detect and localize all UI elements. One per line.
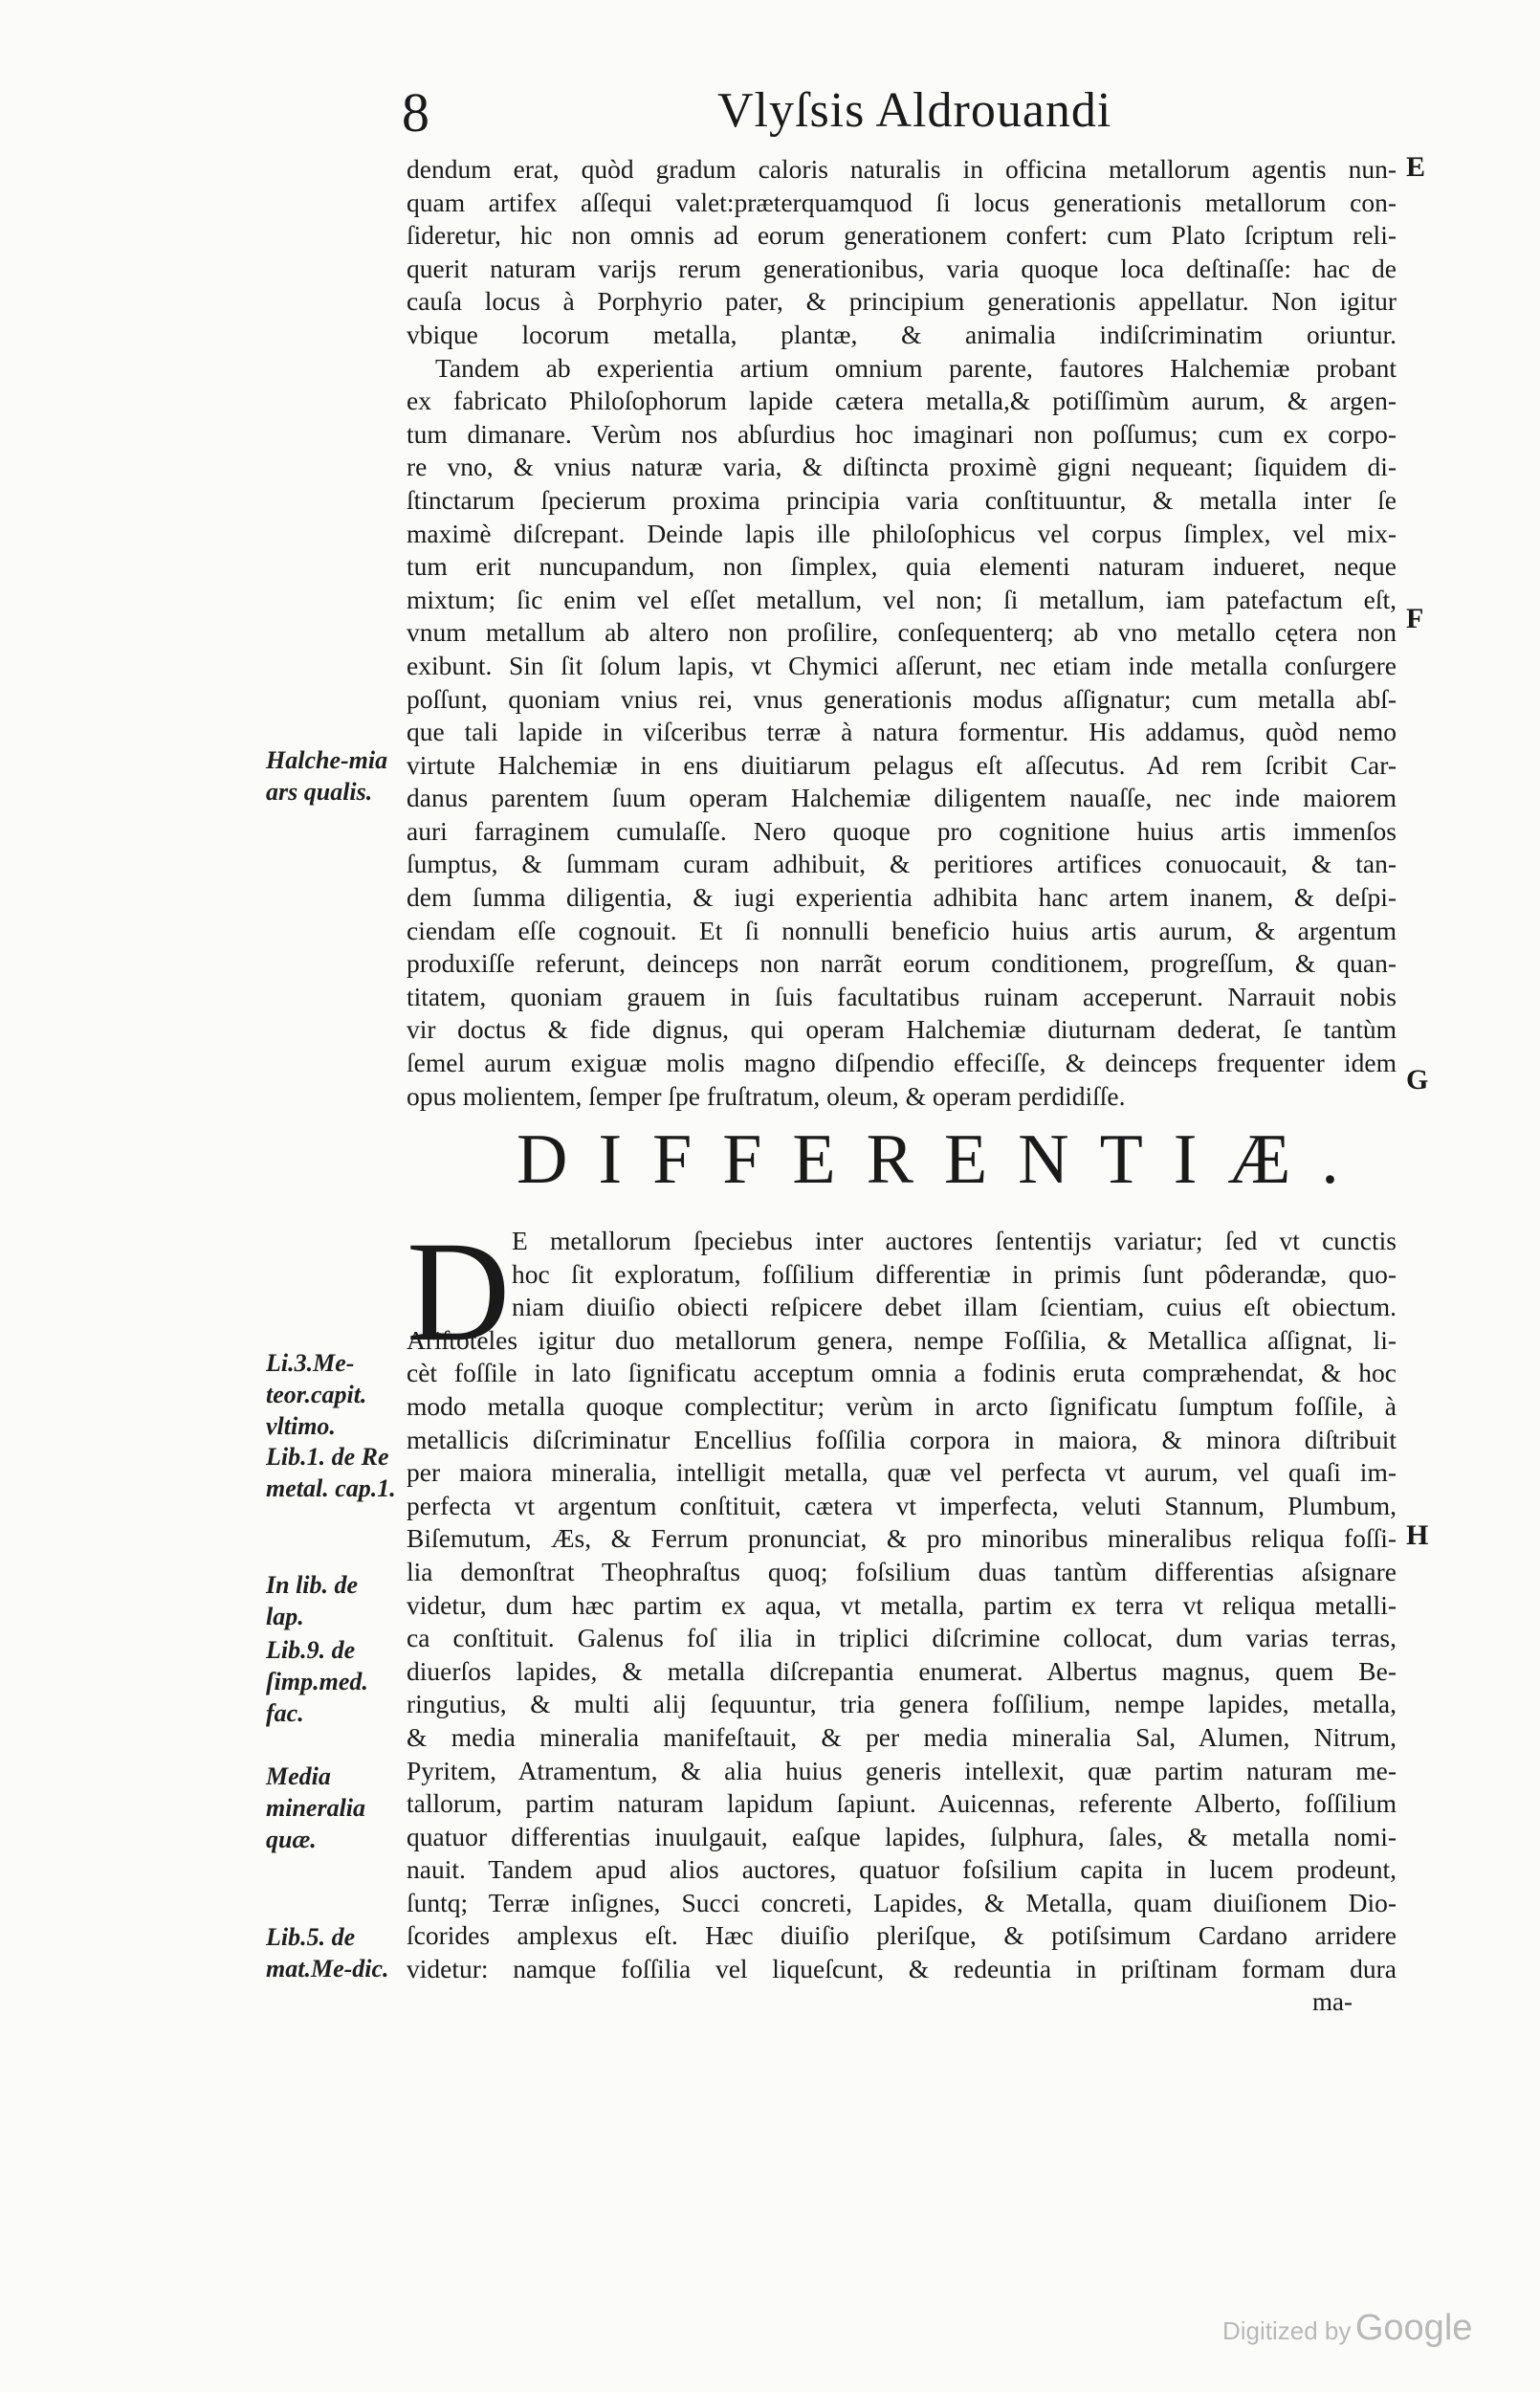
page-number: 8 xyxy=(402,81,429,144)
text-line: mixtum; ſic enim vel eſſet metallum, vel non; ſi metallum, iam patefactum eſt, xyxy=(407,584,1397,614)
text-line: auri farraginem cumulaſſe. Nero quoque pro cognitione huius artis immenſos xyxy=(407,815,1397,846)
paragraph-1 xyxy=(407,153,1397,1113)
text-line: exibunt. Sin ſit ſolum lapis, vt Chymici aſſerunt, nec etiam inde metalla conſurgere xyxy=(407,650,1397,680)
margin-letter-e: E xyxy=(1406,151,1426,183)
text-line: & media mineralia manifeſtauit, & per media mineralia Sal, Alumen, Nitrum, xyxy=(407,1721,1397,1752)
catchword: ma- xyxy=(1312,1987,1353,2016)
text-line: ringutius, & multi alij ſequuntur, tria genera foſſilium, nempe lapides, metalla, xyxy=(407,1689,1397,1719)
text-line: quatuor differentias inuulgauit, eaſque lapides, ſulphura, ſales, & metalla nomi- xyxy=(407,1821,1397,1851)
margin-note-de-lap: In lib. de lap. xyxy=(266,1571,359,1630)
text-line: dem ſumma diligentia, & iugi experientia adhibita hanc artem inanem, & deſpi- xyxy=(407,882,1397,913)
text-line: vnum metallum ab altero non proſilire, conſequenterq; ab vno metallo cętera non xyxy=(407,617,1397,648)
text-line: ſcorides amplexus eſt. Hæc diuiſio pleriſque, & potiſsimum Cardano arridere xyxy=(407,1920,1397,1951)
text-line: metallicis diſcriminatur Encellius foſſilia corpora in maiora, & minora diſtribuit xyxy=(407,1424,1397,1454)
text-line: Pyritem, Atramentum, & alia huius generis intellexit, quæ partim naturam me- xyxy=(407,1755,1397,1785)
text-line: diuerſos lapides, & metalla diſcrepantia enumerat. Albertus magnus, quem Be- xyxy=(407,1655,1397,1686)
text-line: Tandem ab experientia artium omnium parente, fautores Halchemiæ probant xyxy=(435,352,1397,383)
text-line: E metallorum ſpeciebus inter auctores ſententijs variatur; ſed vt cunctis xyxy=(512,1226,1397,1255)
text-line: ſemel aurum exiguæ molis magno diſpendio effeciſſe, & deinceps frequenter idem xyxy=(407,1048,1397,1078)
text-line: modo metalla quoque complectitur; verùm in arcto ſignificatu ſumptum foſſile, à xyxy=(407,1390,1397,1421)
text-line: nauit. Tandem apud alios auctores, quatuor foſsilium capita in lucem prodeunt, xyxy=(407,1854,1397,1885)
text-line: ſuntq; Terræ inſignes, Succi concreti, Lapides, & Metalla, quam diuiſionem Dio- xyxy=(407,1887,1397,1917)
text-line: quam artifex aſſequi valet:prӕterquamquod ſi locus generationis metallorum con- xyxy=(407,187,1397,217)
text-line: ciendam eſſe cognouit. Et ſi nonnulli beneficio huius artis aurum, & argentum xyxy=(407,915,1397,945)
margin-note-re-metal: Lib.1. de Re metal. cap.1. xyxy=(266,1443,396,1502)
text-line: tallorum, partim naturam lapidum ſapiunt. Auicennas, referente Alberto, foſſilium xyxy=(407,1788,1397,1819)
text-line: tum dimanare. Verùm nos abſurdius hoc imaginari non poſſumus; cum ex corpo- xyxy=(407,418,1397,449)
digitized-watermark xyxy=(1222,2308,1472,2349)
running-head: Vlyſsis Aldrouandi xyxy=(717,83,1112,138)
page-header xyxy=(402,80,1186,157)
text-line: produxiſſe referunt, deinceps non narrãt eorum conditionem, progreſſum, & quan- xyxy=(407,948,1397,979)
margin-note-mat-medic: Lib.5. de mat.Me-dic. xyxy=(266,1923,389,1982)
text-line: per maiora mineralia, intelligit metalla, quæ vel perfecta vt aurum, vel quaſi im- xyxy=(407,1457,1397,1488)
text-line: videtur, dum hæc partim ex aqua, vt metalla, partim ex terra vt reliqua metalli- xyxy=(407,1589,1397,1620)
text-line: Biſemutum, Æs, & Ferrum pronunciat, & pro minoribus mineralibus reliqua foſſi- xyxy=(407,1523,1397,1554)
margin-note-media-mineralia: Media mineralia quæ. xyxy=(266,1762,366,1853)
margin-letter-f: F xyxy=(1406,603,1424,634)
text-line: querit naturam varijs rerum generationibus, varia quoque loca deſtinaſſe: hac de xyxy=(407,253,1397,283)
margin-note-simp-med: Lib.9. de ſimp.med. fac. xyxy=(266,1636,368,1727)
text-line: perfecta vt argentum conſtituit, cætera vt imperfecta, veluti Stannum, Plumbum, xyxy=(407,1490,1397,1520)
drop-cap: D xyxy=(407,1212,511,1371)
margin-letter-g: G xyxy=(1406,1064,1429,1096)
text-line: opus molientem, ſemper ſpe fruſtratum, oleum, & operam perdidiſſe. xyxy=(407,1080,1126,1111)
text-line: maximè diſcrepant. Deinde lapis ille philoſophicus vel corpus ſimplex, vel mix- xyxy=(407,518,1397,548)
text-line: hoc ſit exploratum, foſſilium differentiæ in primis ſunt pôderandæ, quo- xyxy=(512,1258,1397,1289)
text-line: ſumptus, & ſummam curam adhibuit, & peritiores artifices conuocauit, & tan- xyxy=(407,849,1397,879)
text-line: ſtinctarum ſpecierum proxima principia varia conſtituuntur, & metalla inter ſe xyxy=(407,484,1397,515)
text-line: cauſa locus à Porphyrio pater, & principium generationis appellatur. Non igitur xyxy=(407,286,1397,317)
text-line: ſideretur, hic non omnis ad eorum generationem confert: cum Plato ſcriptum reli- xyxy=(407,220,1397,251)
text-line: poſſunt, quoniam vnius rei, vnus generationis modus aſſignatur; cum metalla abſ- xyxy=(407,683,1397,714)
text-line: Ariſtoteles igitur duo metallorum genera, nempe Foſſilia, & Metallica aſſignat, li- xyxy=(407,1324,1397,1355)
margin-letter-h: H xyxy=(1406,1519,1429,1551)
text-line: dendum erat, quòd gradum caloris naturalis in officina metallorum agentis nun- xyxy=(407,154,1397,184)
text-line: vbique locorum metalla, plantæ, & animalia indiſcriminatim oriuntur. xyxy=(407,319,1397,349)
margin-note-halchemia: Halche-mia ars qualis. xyxy=(266,746,388,806)
text-line: titatem, quoniam grauem in ſuis facultatibus ruinam acceperunt. Narrauit nobis xyxy=(407,981,1397,1011)
paragraph-2 xyxy=(407,1212,1397,1986)
text-line: videtur: namque foſſilia vel liqueſcunt, & redeuntia in priſtinam formam dura xyxy=(407,1954,1397,1984)
text-line: cèt foſſile in lato ſignificatu acceptum omnia a fodinis eruta compræhendat, & hoc xyxy=(407,1358,1397,1388)
margin-note-meteor: Li.3.Me-teor.capit. vltimo. xyxy=(266,1349,367,1440)
text-line: re vno, & vnius naturæ varia, & diſtincta proximè gigni nequeant; ſiquidem di- xyxy=(407,452,1397,482)
text-line: virtute Halchemiæ in ens diuitiarum pelagus eſt aſſecutus. Ad rem ſcribit Car- xyxy=(407,749,1397,780)
google-logo: Google xyxy=(1354,2308,1473,2348)
text-line: vir doctus & fide dignus, qui operam Halchemiæ diuturnam dederat, ſe tantùm xyxy=(407,1014,1397,1045)
text-line: ca conſtituit. Galenus foſ ilia in triplici diſcrimine collocat, dum varias terras, xyxy=(407,1623,1397,1653)
text-line: niam diuiſio obiecti reſpicere debet illam ſcientiam, cuius eſt obiectum. xyxy=(512,1292,1397,1322)
text-line: tum erit nuncupandum, non ſimplex, quia elementi naturam indueret, neque xyxy=(407,551,1397,582)
watermark-prefix: Digitized by xyxy=(1222,2316,1352,2345)
text-line: que tali lapide in viſceribus terræ à natura formentur. His addamus, quòd nemo xyxy=(407,717,1397,747)
text-line: ex fabricato Philoſophorum lapide cætera metalla,& potiſſimùm aurum, & argen- xyxy=(407,386,1397,416)
text-line: lia demonſtrat Theophraſtus quoq; foſsilium duas tantùm differentias aſsignare xyxy=(407,1556,1397,1586)
text-line: danus parentem ſuum operam Halchemiæ diligentem nauaſſe, nec inde maiorem xyxy=(407,783,1397,813)
section-heading: DIFFERENTIÆ. xyxy=(517,1120,1370,1199)
